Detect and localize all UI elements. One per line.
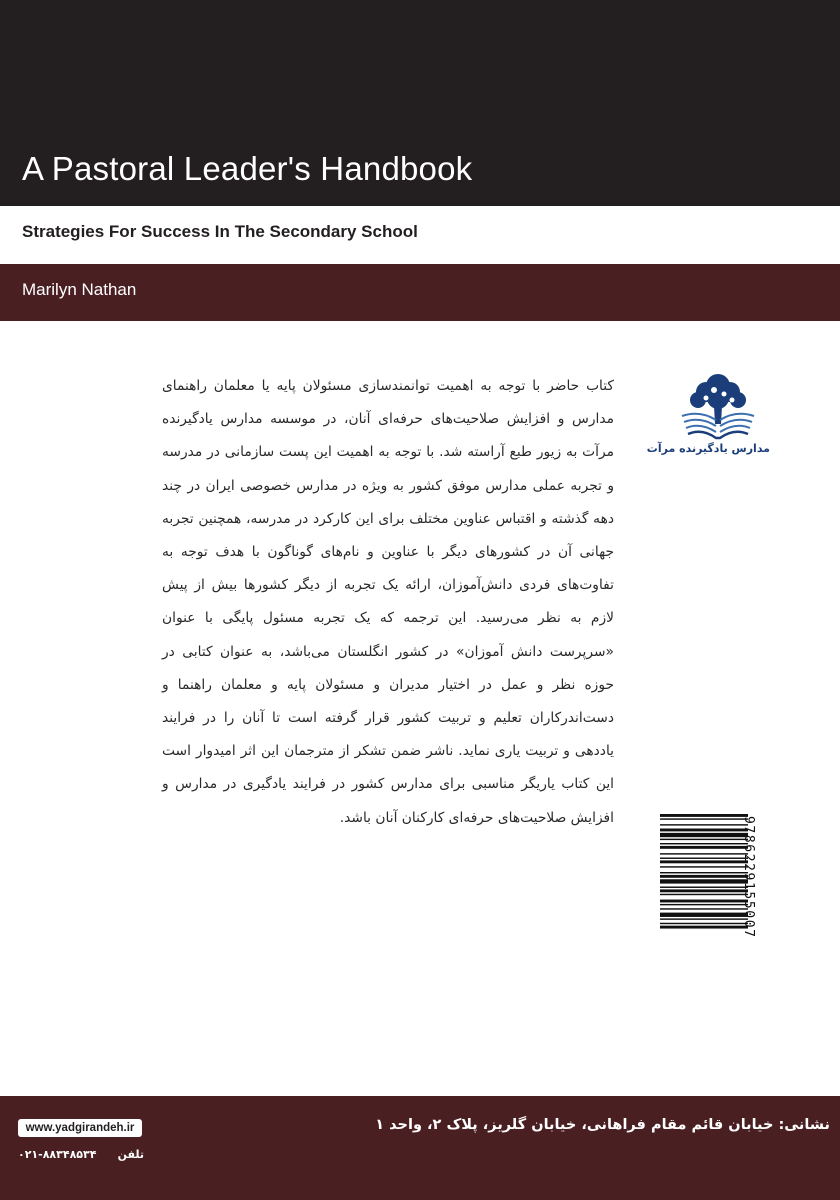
description-text: کتاب حاضر با توجه به اهمیت توانمندسازی مسئولان پایه یا معلمان راهنمای مدارس و افزایش صلاحیت‌های حرفه‌ای آنان، در موسسه مدارس یادگیرنده مرآت به زیور طبع آراسته شد. با توجه به اهمیت این پست سازمانی در مدرسه و تجربه عملی مدارس موفق کشور به ویژه در مدارس خصوصی ایران در چند دهه گذشته و اقتباس عناوین مختلف برای این کارکرد در مدرسه، همچنین تجربه جهانی آن در کشورهای دیگر با عناوین و نام‌های گوناگون با هدف توجه به تفاوت‌های فردی دانش‌آموزان، ارائه یک تجربه از دیگر کشورها بیش از پیش لازم به نظر می‌رسید. این ترجمه که یک تجربه مسئول پایگی با عنوان «سرپرست دانش آموزان» در کشور انگلستان می‌باشد، به عنوان کتابی در حوزه نظر و عمل در اختیار مدیران و مسئولان پایه و معلمان راهنما و دست‌اندرکاران تعلیم و تربیت کشور قرار گرفته است تا آنان را در فرایند یاددهی و تربیت یاری نماید. ناشر ضمن تشکر از مترجمان این اثر امیدوار است این کتاب یاریگر مناسبی برای مدارس کشور در فرایند یادگیری در مدارس و افزایش صلاحیت‌های حرفه‌ای کارکنان آنان باشد. [162, 378, 614, 826]
phone-number: ۰۲۱-۸۸۳۴۸۵۳۴ [18, 1147, 97, 1161]
barcode-bar [660, 860, 748, 863]
phone-row [18, 1146, 144, 1162]
barcode-bar [660, 853, 748, 854]
barcode-bar [660, 918, 748, 919]
author-band [0, 264, 840, 321]
top-title-band [0, 0, 840, 206]
barcode-bar [660, 846, 748, 849]
barcode-bar [660, 875, 748, 878]
barcode-bar [660, 814, 748, 817]
barcode-bar [660, 923, 748, 924]
publisher-logo-text: مدارس یادگیرنده مرآت [646, 442, 770, 455]
website-link[interactable]: www.yadgirandeh.ir [18, 1119, 142, 1137]
book-subtitle: Strategies For Success In The Secondary School [22, 222, 418, 241]
barcode-bar [660, 900, 748, 903]
footer-address: نشانی: خیابان قائم مقام فراهانی، خیابان گلریز، پلاک ۲، واحد ۱ [375, 1117, 830, 1133]
barcode-bar [660, 829, 748, 832]
barcode-bar [660, 858, 748, 859]
author-name: Marilyn Nathan [22, 280, 137, 299]
barcode-bar [660, 904, 748, 905]
isbn-digits: 9786229155007 [741, 816, 756, 939]
barcode-bar [660, 824, 748, 825]
barcode-bar [660, 872, 748, 873]
footer-band [0, 1096, 840, 1200]
phone-label: تلفن [117, 1147, 144, 1161]
book-title: A Pastoral Leader's Handbook [22, 150, 473, 187]
barcode-bar [660, 913, 748, 917]
barcode-bar [660, 887, 748, 888]
barcode-bar [660, 843, 748, 844]
barcode-bar [660, 926, 748, 929]
barcode-bar [660, 908, 748, 909]
barcode-bar [660, 818, 748, 819]
barcode-bar [660, 879, 748, 883]
barcode-bar [660, 889, 748, 892]
barcode-bar [660, 866, 748, 867]
barcode-bar [660, 839, 748, 840]
barcode-bar [660, 894, 748, 895]
barcode-bar [660, 833, 748, 837]
